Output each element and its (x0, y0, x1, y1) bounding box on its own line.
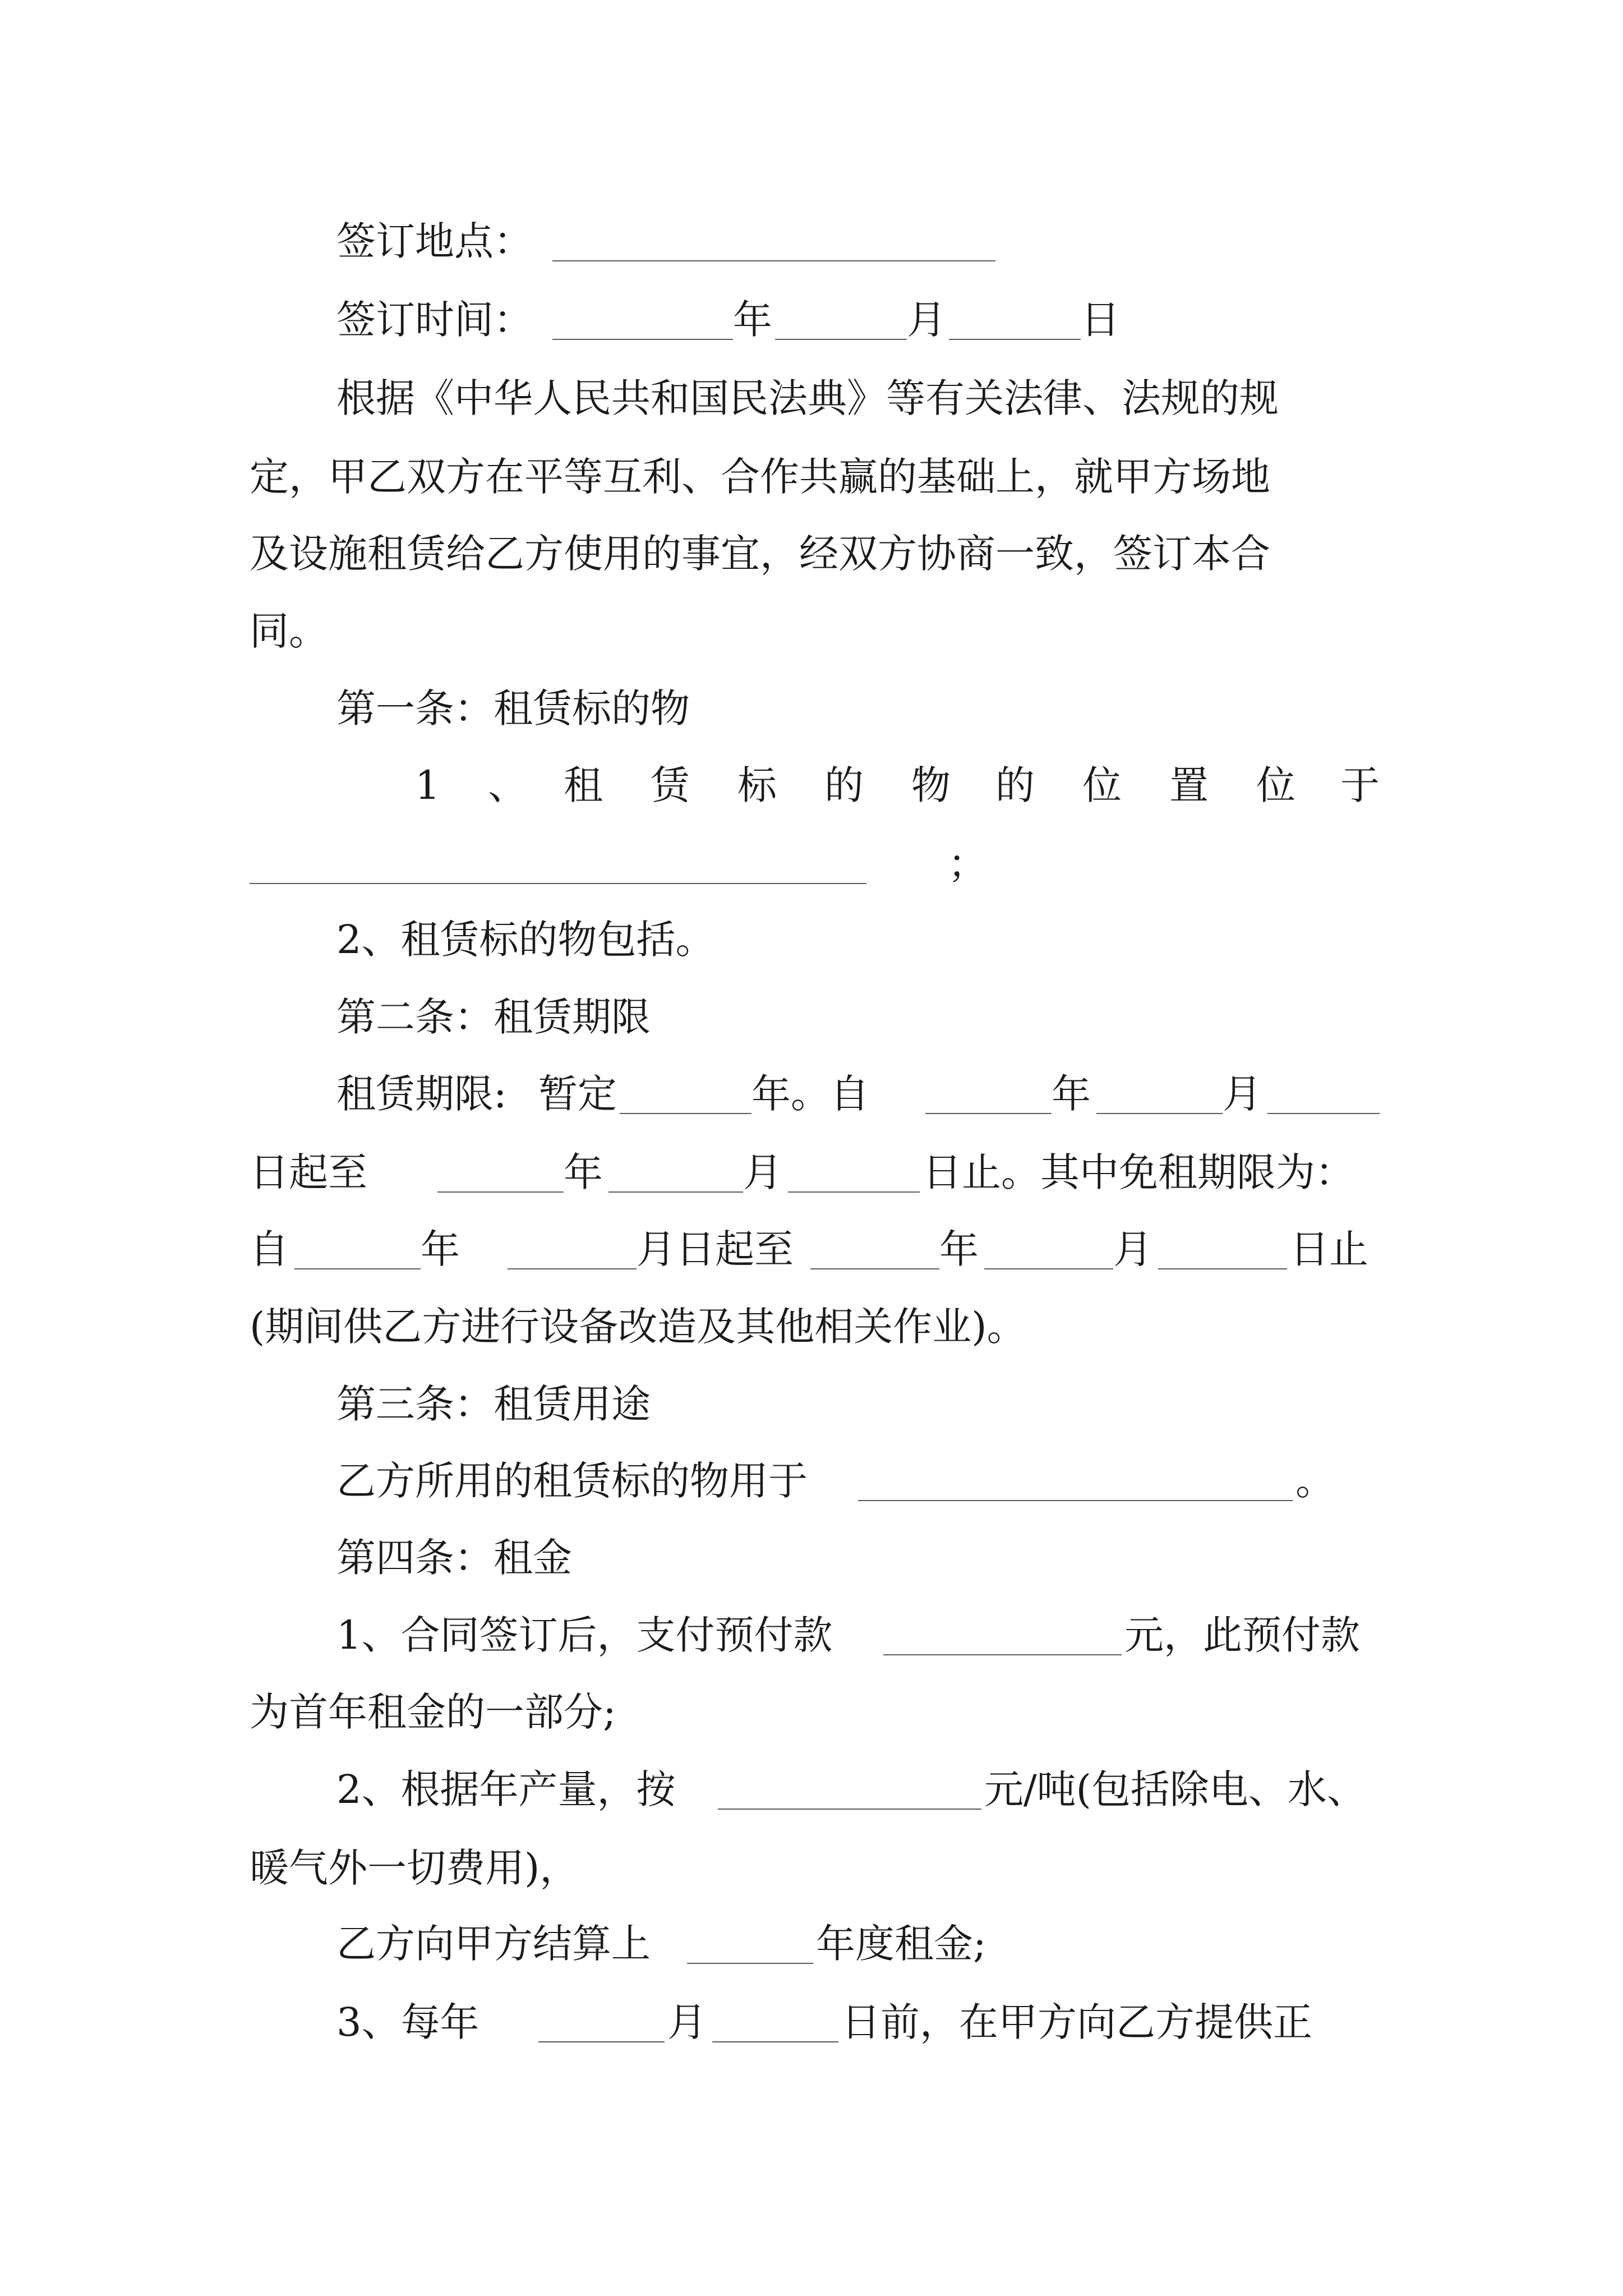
location-blank (250, 883, 866, 884)
intro-line-1 (0, 370, 1623, 426)
a1-i1-char: 的 (995, 762, 1035, 808)
a1-i1-char: 位 (1082, 762, 1122, 808)
free-end-month-unit: 月 (1113, 1226, 1152, 1272)
article-1-title-line (0, 680, 1623, 737)
free-start-month-blank (508, 1268, 637, 1269)
article-2-line-2 (0, 1144, 1623, 1200)
a4-i2-cont: 暖气外一切费用)， (250, 1845, 579, 1891)
free-end-month-blank (984, 1268, 1113, 1269)
intro-line-3 (0, 526, 1623, 582)
a2-from: 年。自 (751, 1071, 869, 1117)
intro-line-4 (0, 603, 1623, 659)
a2-mid: 暂定 (538, 1071, 617, 1117)
a1-i2-text: 2、租赁标的物包括。 (336, 917, 715, 963)
sign-year-blank (552, 339, 733, 340)
sign-place-blank (552, 260, 995, 261)
a4-i1-pre: 1、合同签订后，支付预付款 (336, 1612, 833, 1658)
a4-settle-pre: 乙方向甲方结算上 (336, 1921, 651, 1967)
a2-until: 日起至 (250, 1149, 367, 1195)
a2-note: (期间供乙方进行设备改造及其他相关作业)。 (250, 1304, 1026, 1350)
free-end-year-blank (810, 1268, 939, 1269)
sign-place-label: 签订地点： (336, 218, 533, 264)
free-start-year-blank (294, 1268, 421, 1269)
article-2-line-3 (0, 1221, 1623, 1277)
start-day-blank (1267, 1113, 1380, 1114)
article-1-item-1-line (0, 757, 1623, 813)
start-year-unit: 年 (1052, 1071, 1091, 1117)
intro-text-1: 根据《中华人民共和国民法典》等有关法律、法规的规 (336, 375, 1279, 421)
a1-i1-end: ； (948, 841, 987, 887)
a1-i1-char: 1 (415, 762, 440, 808)
article-4-title: 第四条：租金 (336, 1535, 572, 1581)
a2-free-from: 自 (250, 1226, 289, 1272)
article-4-item-2-cont-line (0, 1840, 1623, 1896)
a1-i1-char: 的 (824, 762, 864, 808)
a4-i1-cont: 为首年租金的一部分; (250, 1689, 616, 1735)
a4-i2-post: 元/吨(包括除电、水、 (984, 1766, 1366, 1812)
end-year-unit: 年 (564, 1149, 603, 1195)
article-1-item-2-line (0, 912, 1623, 968)
a1-i1-char: 置 (1169, 762, 1209, 808)
article-3-title-line (0, 1376, 1623, 1432)
term-years-blank (620, 1113, 751, 1114)
intro-line-2 (0, 449, 1623, 505)
a3-end: 。 (1295, 1458, 1335, 1504)
settle-year-blank (687, 1963, 813, 1964)
article-2-line-1 (0, 1066, 1623, 1122)
sign-time-label: 签订时间： (336, 297, 533, 343)
sign-time-line (0, 292, 1623, 348)
end-year-blank (437, 1191, 564, 1193)
start-year-blank (925, 1113, 1052, 1114)
sign-month-blank (775, 339, 907, 340)
article-4-item-1-line (0, 1607, 1623, 1663)
a1-i1-char: 于 (1340, 762, 1380, 808)
article-1-item-1-blank-line (0, 836, 1623, 892)
article-4-item-1-cont-line (0, 1684, 1623, 1740)
a1-i1-char: 赁 (651, 762, 690, 808)
a2-free-mid: 月日起至 (637, 1226, 794, 1272)
a4-i3-pre: 3、每年 (336, 1999, 479, 2045)
sign-month-unit: 月 (907, 297, 946, 343)
a1-i1-char: 位 (1256, 762, 1295, 808)
article-3-text-line (0, 1453, 1623, 1509)
end-day-blank (788, 1191, 920, 1193)
article-4-item-3-line (0, 1994, 1623, 2050)
pay-day-blank (712, 2041, 838, 2042)
a4-settle-post: 年度租金; (816, 1921, 986, 1967)
sign-place-line (0, 213, 1623, 269)
usage-blank (858, 1500, 1293, 1501)
a3-text: 乙方所用的租赁标的物用于 (336, 1458, 808, 1504)
article-2-title: 第二条：租赁期限 (336, 994, 651, 1040)
article-3-title: 第三条：租赁用途 (336, 1381, 651, 1427)
a2-lead: 租赁期限: (336, 1071, 507, 1117)
a1-i1-char: 、 (488, 762, 527, 808)
article-2-line-4 (0, 1299, 1623, 1355)
free-end-day-blank (1158, 1268, 1287, 1269)
free-end-year-unit: 年 (939, 1226, 979, 1272)
a4-i3-post: 日前，在甲方向乙方提供正 (841, 1999, 1312, 2045)
a1-i1-char: 租 (564, 762, 603, 808)
article-4-item-2-line (0, 1761, 1623, 1818)
intro-text-3: 及设施租赁给乙方使用的事宜，经双方协商一致，签订本合 (250, 531, 1270, 577)
prepayment-blank (883, 1654, 1122, 1655)
start-month-unit: 月 (1223, 1071, 1262, 1117)
a1-i1-char: 标 (737, 762, 777, 808)
start-month-blank (1096, 1113, 1223, 1114)
pay-month-blank (538, 2041, 665, 2042)
article-2-title-line (0, 989, 1623, 1045)
end-month-blank (608, 1191, 743, 1193)
a2-free-period-label: 日止。其中免租期限为： (923, 1149, 1354, 1195)
article-4-settle-line (0, 1916, 1623, 1972)
a1-i1-char: 物 (911, 762, 951, 808)
a2-free-end: 日止 (1290, 1226, 1368, 1272)
a4-i1-post: 元，此预付款 (1124, 1612, 1360, 1658)
free-start-year-unit: 年 (421, 1226, 460, 1272)
a4-i2-pre: 2、根据年产量，按 (336, 1766, 676, 1812)
article-4-title-line (0, 1530, 1623, 1586)
pay-month-unit: 月 (667, 1999, 707, 2045)
sign-year-unit: 年 (733, 297, 772, 343)
unit-price-blank (718, 1809, 981, 1810)
intro-text-4: 同。 (250, 608, 328, 654)
sign-day-unit: 日 (1081, 297, 1120, 343)
end-month-unit: 月 (743, 1149, 782, 1195)
sign-day-blank (949, 339, 1081, 340)
article-1-title: 第一条：租赁标的物 (336, 685, 690, 731)
intro-text-2: 定，甲乙双方在平等互利、合作共赢的基础上，就甲方场地 (250, 454, 1270, 500)
